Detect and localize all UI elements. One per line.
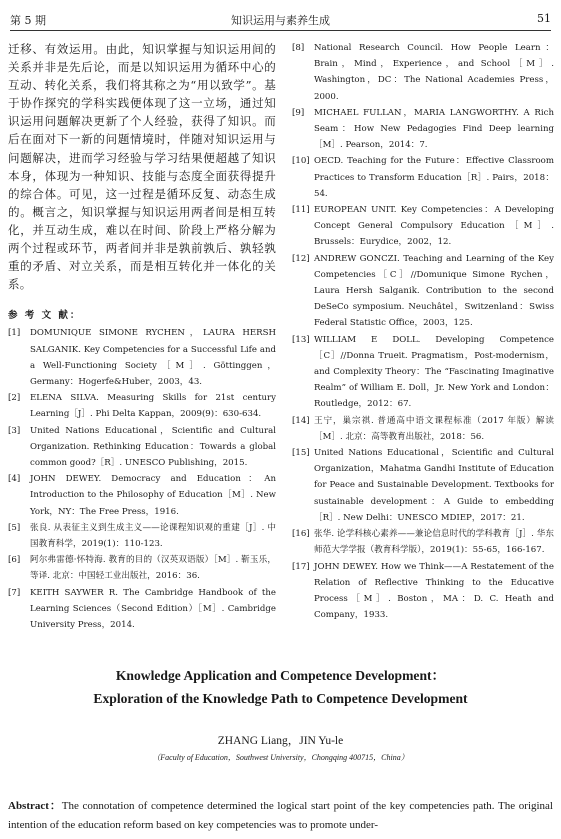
reference-item [292,413,554,445]
references-heading: 参 考 文 献： [8,310,82,322]
reference-item [292,105,554,154]
body-paragraph: 迁移、有效运用。由此，知识掌握与知识运用间的关系并非是先后论，而是以知识运用为循环中心的互动、转化关系，我们将其称之为“用以致学”。基于协作探究的学科实践便体现了这一立场，通过知识运用问题解决更新了个人经验，获得了知识。而后在面对下一新的问题情境时，伴随对知识运用与问题解决，进而学习经验与学习结果便超越了知识本身，体现为一种知识、技能与态度全面获得提升的综合体。可见，这一过程是循环反复、动态生成的。概言之，知识掌握与知识运用两者间是相互转化，并互动生成，难以在时间、阶段上严格分解为两个过程或环节，两者间并非是孰前孰后、孰轻孰重的矛盾、对立关系，而是相互转化并一体化的关系。 [8,42,276,292]
reference-number: [16] [292,529,310,540]
reference-number: [8] [292,43,305,53]
abstract [8,797,553,835]
right-column [292,40,554,623]
reference-text: 王宁，巢宗祺. 普通高中语文课程标准（2017 年版）解读［M］. 北京：高等教育出版社，2018：56. [314,415,554,442]
abstract-text: The connotation of competence determined the logical start point of the key competencies path. The original intention of the education reform based on key competencies was to promote under- [8,800,553,831]
reference-item [8,520,276,552]
english-title-line-1: Knowledge Application and Competence Development： [115,668,446,683]
reference-text: United Nations Educational，Scientific and Cultural Organization. Rethinking Education：Towards a global common good?［R］. UNESCO Publishing，2015. [30,425,276,468]
journal-title: 知识运用与素养生成 [231,14,330,27]
reference-text: 阿尔弗雷德·怀特海. 教育的目的（汉英双语版）［M］. 靳玉乐，等译. 北京：中国轻工业出版社，2016：36. [30,555,276,582]
reference-text: MICHAEL FULLAN，MARIA LANGWORTHY. A Rich Seam：How New Pedagogies Find Deep learning［M］. Pearson，2014：7. [314,107,554,151]
left-column [8,40,276,633]
english-title [0,664,561,710]
reference-text: 张华. 论学科核心素养——兼论信息时代的学科教育［J］. 华东师范大学学报（教育科学版），2019(1)：55-65，166-167. [314,529,554,556]
reference-text: KEITH SAYWER R. The Cambridge Handbook of the Learning Sciences（Second Edition）［M］. Cambridge University Press，2014. [30,587,276,630]
reference-text: JOHN DEWEY. How we Think——A Restatement of the Relation of Reflective Thinking to the Educative Process［M］. Boston，MA：D. C. Heath and Company，1933. [314,561,554,621]
reference-number: [6] [8,555,21,566]
affiliation: （Faculty of Education，Southwest University，Chongqing 400715，China） [152,753,409,762]
abstract-label: Abstract： [8,800,62,812]
reference-number: [1] [8,328,21,339]
page-number: 51 [537,12,551,25]
reference-number: [9] [292,107,305,118]
reference-number: [17] [292,561,310,572]
reference-text: United Nations Educational，Scientific and Cultural Organization，Mahatma Gandhi Institute of Education for Peace and Sustainable Development. Textbooks for sustainable development：A Guide to embedding［R］. New Delhi：UNESCO MDIEP，2017：21. [314,448,554,523]
reference-list-left [8,325,276,633]
reference-item [8,390,276,422]
reference-item [292,445,554,526]
reference-text: National Research Council. How People Learn：Brain，Mind，Experience，and School［M］. Washington，DC：The National Academies Press，2000. [314,43,554,102]
reference-item [8,325,276,390]
reference-number: [7] [8,587,21,598]
issue-number: 第 5 期 [10,14,46,27]
reference-text: DOMUNIQUE SIMONE RYCHEN，LAURA HERSH SALGANIK. Key Competencies for a Successful Life and a Well-Functioning Society［M］. Göttinggen，Germany：Hogerfe&Huber，2003，43. [30,328,276,387]
reference-item [8,552,276,584]
reference-item [292,251,554,332]
reference-text: ANDREW GONCZI. Teaching and Learning of the Key Competencies［C］//Domunique Simone Rychen，Laura Hersh Salganik. Contribution to the second DeSeCo symposium. Neuchâtel，Switzenland：Swiss Federal Statistic Office，2003，125. [314,253,554,329]
reference-item [8,585,276,634]
reference-item [292,559,554,624]
reference-number: [5] [8,522,21,533]
reference-item [8,471,276,520]
reference-item [292,40,554,105]
reference-item [292,202,554,251]
reference-number: [11] [292,205,310,216]
reference-item [292,526,554,558]
reference-text: JOHN DEWEY. Democracy and Education：An Introduction to the Philosophy of Education［M］. New York，NY：The Free Press，1916. [30,474,276,517]
reference-number: [15] [292,448,310,459]
reference-text: OECD. Teaching for the Future：Effective Classroom Practices to Transform Education［R］. Pairs，2018：54. [314,156,554,199]
reference-number: [3] [8,425,21,436]
english-title-line-2: Exploration of the Knowledge Path to Competence Development [93,691,468,706]
reference-number: [14] [292,415,310,426]
reference-text: WILLIAM E DOLL. Developing Competence［C］//Donna Trueit. Pragmatism，Post-modernism，and Complexity Theory：The “Fascinating Imaginative Realm” of William E. Doll，Jr. New York and London：Routledge，2012：67. [314,334,554,410]
reference-text: 张良. 从表征主义到生成主义——论课程知识观的重建［J］. 中国教育科学，2019(1)：110-123. [30,522,276,549]
reference-number: [13] [292,334,310,345]
reference-item [8,423,276,472]
reference-item [292,153,554,202]
reference-number: [4] [8,474,21,485]
reference-text: EUROPEAN UNIT. Key Competencies：A Developing Concept General Compulsory Education［M］. Brussels：Eurydice，2002，12. [314,205,554,248]
running-header [10,8,551,31]
reference-number: [10] [292,156,310,167]
reference-item [292,332,554,413]
reference-text: ELENA SILVA. Measuring Skills for 21st century Learning［J］. Phi Delta Kappan，2009(9)：630-634. [30,393,276,420]
reference-number: [2] [8,393,21,404]
reference-number: [12] [292,253,310,264]
authors: ZHANG Liang，JIN Yu-le [217,735,344,747]
reference-list-right [292,40,554,623]
